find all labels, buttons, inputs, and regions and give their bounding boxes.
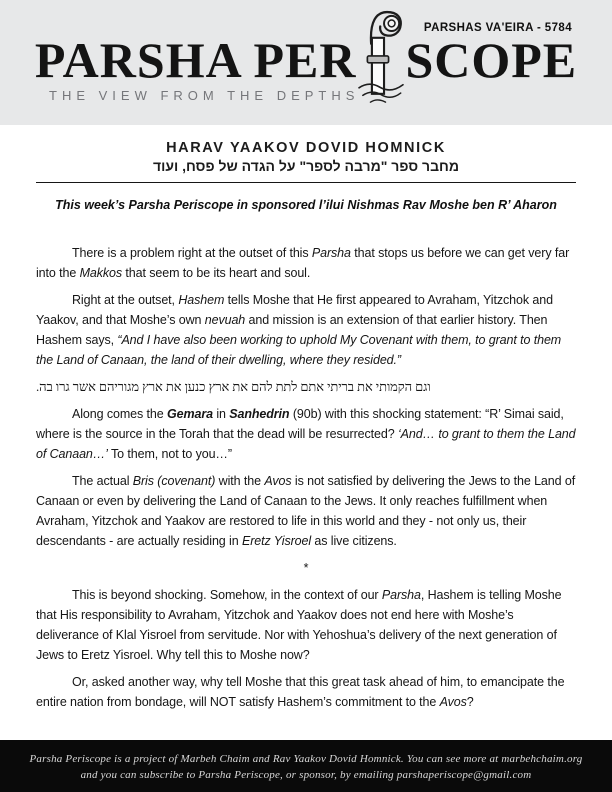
text-segment: that stops us before we can get very far into the (36, 246, 570, 280)
text-segment: ‘And… to grant to them the Land of Canaan…’ (36, 427, 576, 461)
footer-line-2: and you can subscribe to Parsha Periscope, or sponsor, by emailing parshaperiscope@gmail.com (80, 768, 532, 781)
hebrew-verse (36, 377, 576, 397)
author-name: HARAV YAAKOV DOVID HOMNICK (166, 140, 446, 156)
text-segment: The actual (72, 474, 133, 488)
tagline: THE VIEW FROM THE DEPTHS (49, 88, 360, 103)
body-paragraph (36, 471, 576, 551)
logo (0, 26, 612, 86)
text-segment: There is a problem right at the outset of this (72, 246, 312, 260)
body-paragraph (36, 672, 576, 712)
text-segment: tells Moshe that He first appeared to Avraham, Yitzchok and Yaakov, and that Moshe’s own (36, 293, 553, 327)
logo-text-right: SCOPE (405, 32, 578, 88)
text-segment: that seem to be its heart and soul. (122, 266, 311, 280)
text-segment: Eretz Yisroel (241, 534, 312, 548)
text-segment: Along comes the (72, 407, 167, 421)
footer-line-1: Parsha Periscope is a project of Marbeh Chaim and Rav Yaakov Dovid Homnick. You can see more at marbehchaim.org (29, 753, 583, 765)
section-separator (36, 558, 576, 578)
text-segment: Or, asked another way, why tell Moshe that this great task ahead of him, to emancipate the entire nation from bondage, will NOT satisfy Hashem’s commitment to the (36, 675, 565, 709)
body-paragraph (36, 290, 576, 370)
text-segment: in (212, 407, 230, 421)
text-segment: Parsha (311, 246, 351, 260)
text-segment: with the (215, 474, 265, 488)
body-paragraph (36, 585, 576, 665)
text-segment: “And I have also been working to uphold My Covenant with them, to grant to them the Land of Canaan, the land of their dwelling, where they resided.” (36, 333, 562, 367)
divider-rule (36, 182, 576, 183)
text-segment: Hashem (178, 293, 225, 307)
text-segment: Avos (264, 474, 292, 488)
text-segment: is not satisfied by delivering the Jews to the Land of Canaan or even by delivering the Land of Canaan to the Jews. It only reaches fulfillment when Avraham, Yitzchok and Yaakov are restored to life in this world and they - not only us, their descendants - are actually residing in (36, 474, 576, 548)
body-paragraph (36, 243, 576, 283)
text-segment: ? (466, 695, 474, 709)
text-segment: וגם הקמותי את בריתי אתם לתת להם את ארץ כנען את ארץ מגוריהם אשר גרו בה. (36, 379, 431, 394)
document-body (36, 212, 576, 712)
text-segment: Gemara (166, 407, 213, 421)
author-hebrew-title: מחבר ספר "מרבה לספר" על הגדה של פסח, ועוד (152, 158, 460, 174)
text-segment: Sanhedrin (229, 407, 290, 421)
text-segment: This is beyond shocking. Somehow, in the context of our (72, 588, 382, 602)
text-segment: , Hashem is telling Moshe that His responsibility to Avraham, Yitzchok and Yaakov does not end here with Moshe’s deliverance of Klal Yisroel from servitude. Nor with Yehoshua’s delivery of the next generation of Jews to Eretz Yisroel. Why tell this to Moshe now? (36, 588, 562, 662)
text-segment: * (303, 561, 309, 575)
footer (0, 740, 612, 792)
text-segment: Parsha (381, 588, 421, 602)
text-segment: Makkos (79, 266, 123, 280)
edition-label: PARSHAS VA'EIRA - 5784 (423, 22, 572, 34)
text-segment: (90b) with this shocking statement: “R’ Simai said, where is the source in the Torah that the dead will be resurrected? (36, 407, 564, 441)
logo-text-left: PARSHA PER (34, 32, 357, 88)
text-segment: Right at the outset, (72, 293, 179, 307)
text-segment: Avos (439, 695, 467, 709)
text-segment: and mission is an extension of that earlier history. Then Hashem says, (36, 313, 548, 347)
author-block (0, 140, 612, 212)
text-segment: as live citizens. (311, 534, 397, 548)
body-paragraph (36, 404, 576, 464)
text-segment: Bris (covenant) (132, 474, 216, 488)
sponsor-line: This week’s Parsha Periscope in sponsored l’ilui Nishmas Rav Moshe ben R’ Aharon (55, 198, 557, 212)
text-segment: nevuah (204, 313, 246, 327)
masthead-header (0, 0, 612, 125)
text-segment: To them, not to you…” (107, 447, 232, 461)
periscope-icon (358, 6, 404, 112)
